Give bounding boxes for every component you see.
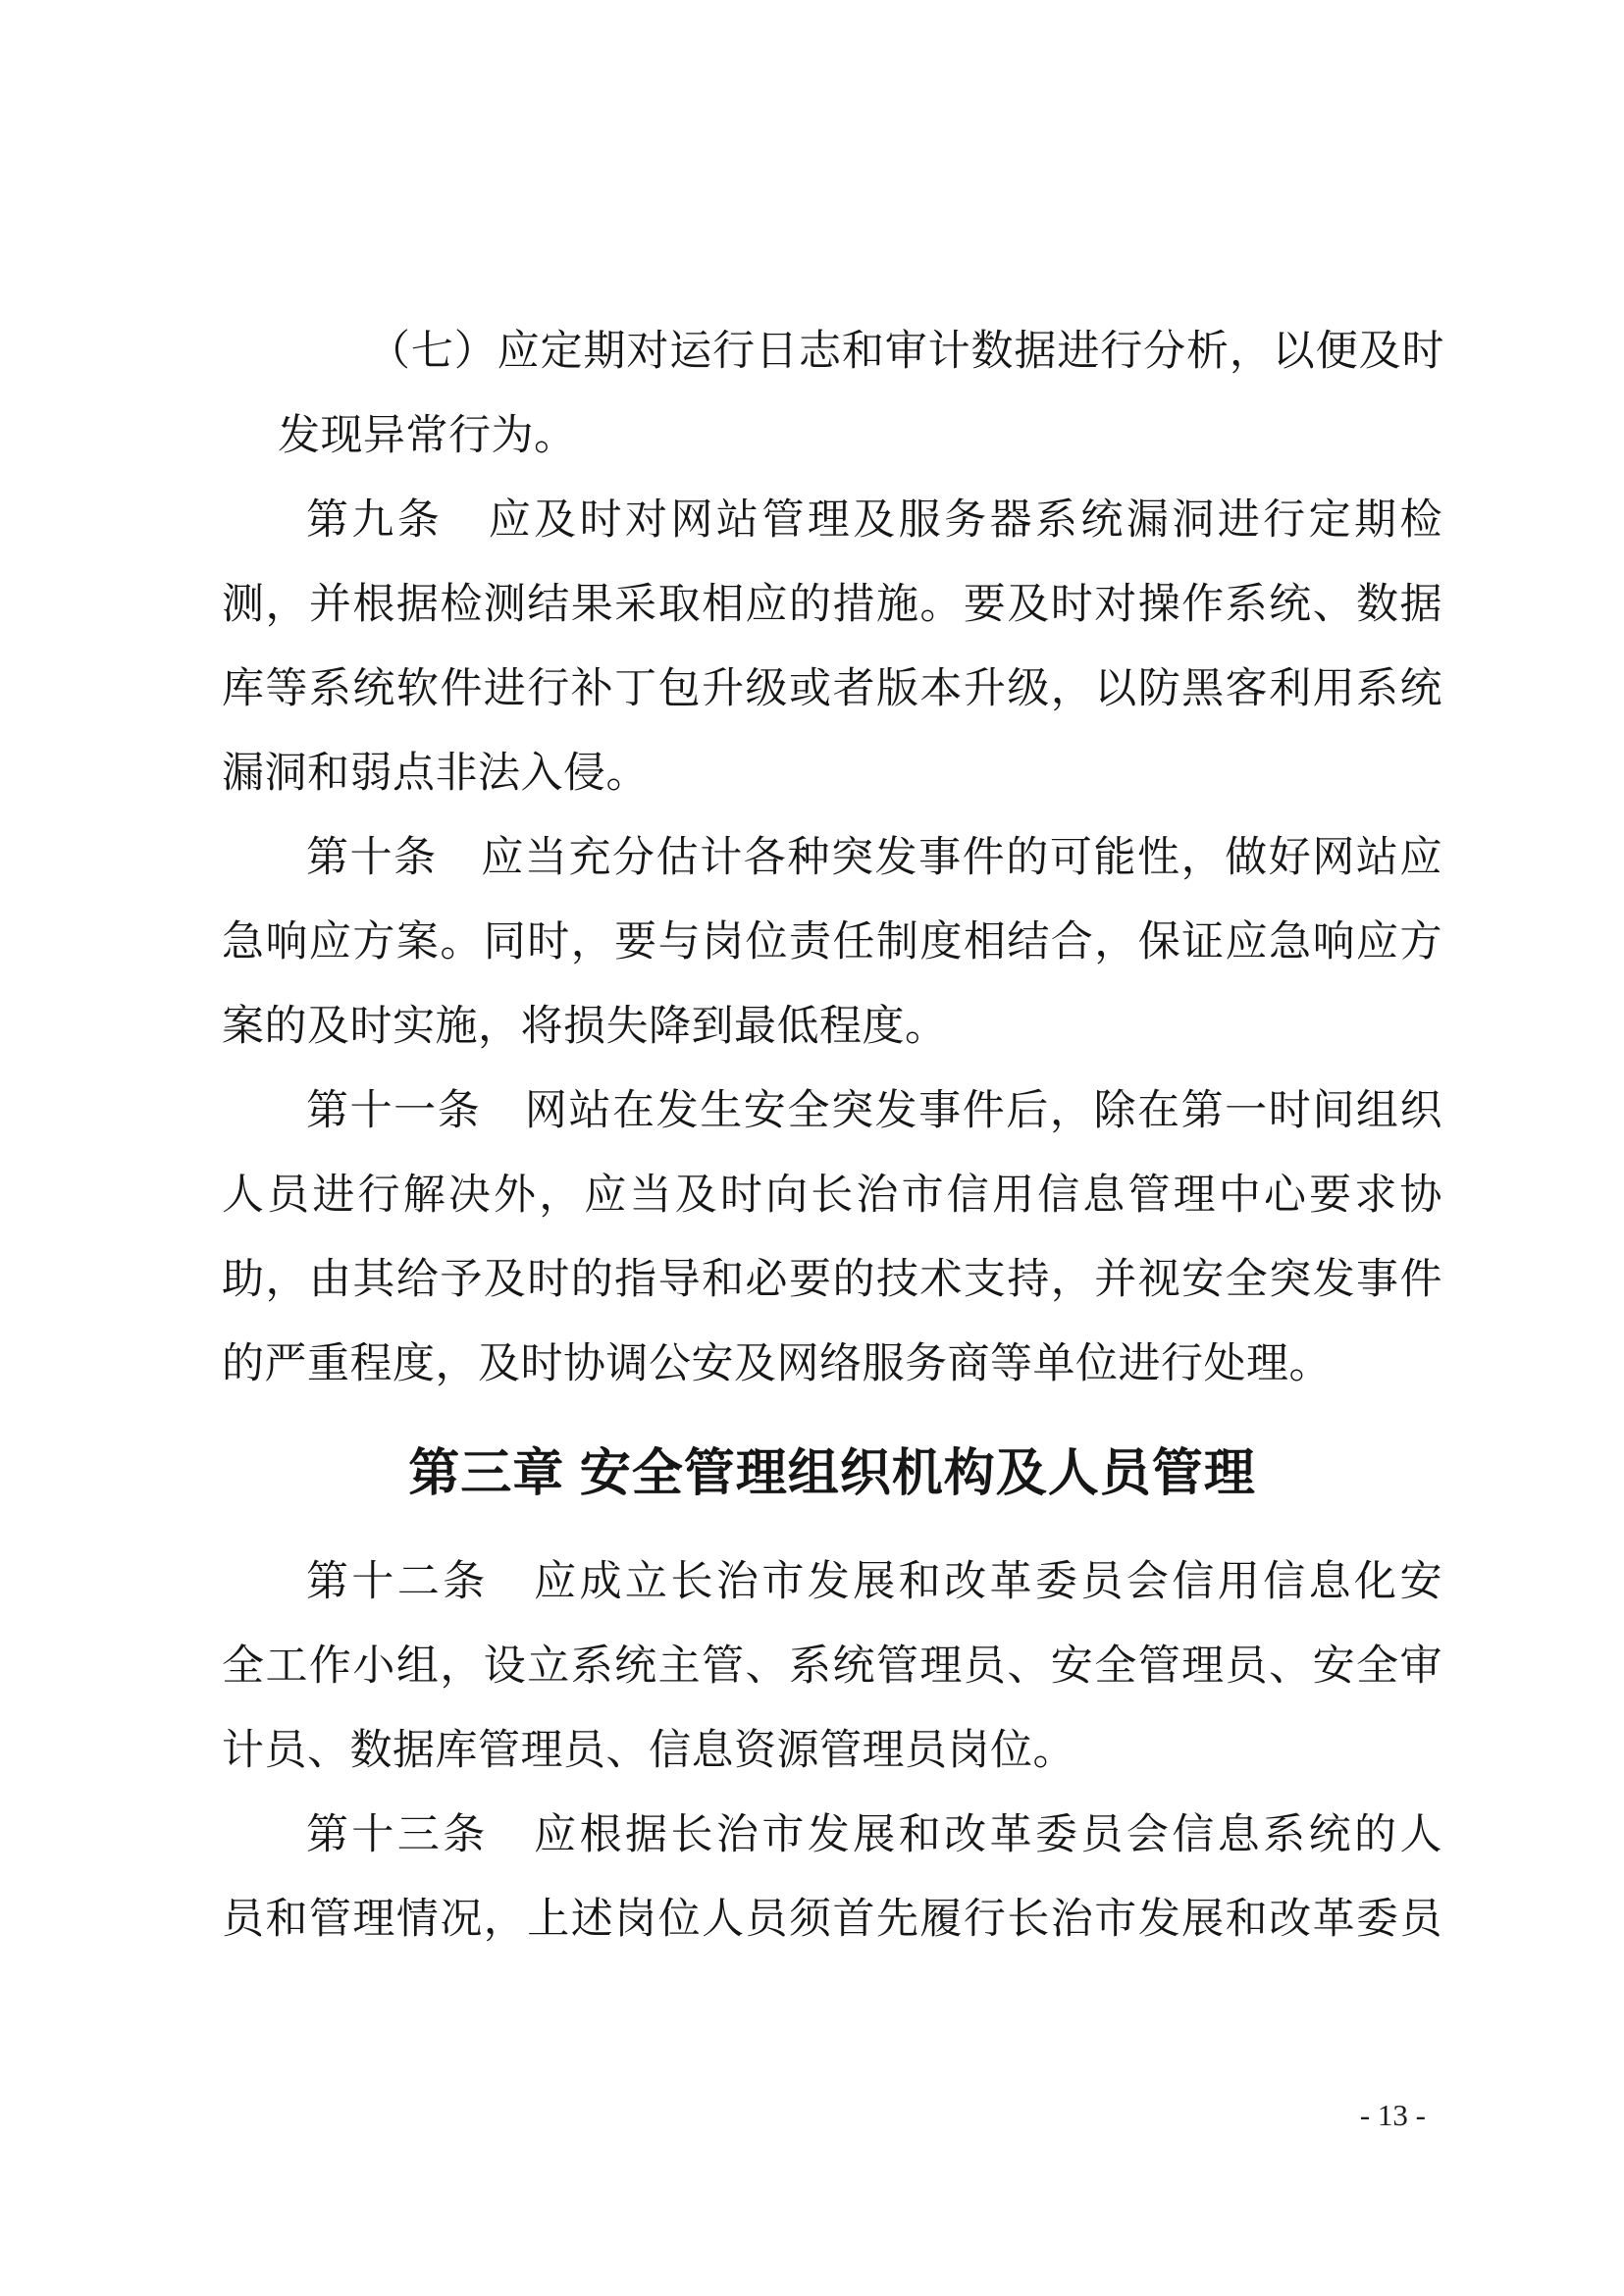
text-line: （七）应定期对运行日志和审计数据进行分析，以便及时 [368, 329, 1442, 375]
text-line: 全工作小组，设立系统主管、系统管理员、安全管理员、安全审 [222, 1644, 1442, 1690]
text-line: 第九条 应及时对网站管理及服务器系统漏洞进行定期检 [306, 497, 1442, 544]
text-line: 测，并根据检测结果采取相应的措施。要及时对操作系统、数据 [222, 582, 1442, 628]
chapter-heading: 第三章 安全管理组织机构及人员管理 [408, 1445, 1256, 1502]
text-line: 发现异常行为。 [278, 413, 577, 459]
text-line: 人员进行解决外，应当及时向长治市信用信息管理中心要求协 [222, 1173, 1442, 1219]
page-number: - 13 - [1359, 2098, 1426, 2132]
text-line: 计员、数据库管理员、信息资源管理员岗位。 [222, 1728, 1075, 1774]
text-line: 第十二条 应成立长治市发展和改革委员会信用信息化安 [306, 1559, 1442, 1605]
text-line: 员和管理情况，上述岗位人员须首先履行长治市发展和改革委员 [222, 1897, 1442, 1943]
text-line: 案的及时实施，将损失降到最低程度。 [222, 1004, 948, 1050]
text-line: 库等系统软件进行补丁包升级或者版本升级，以防黑客利用系统 [222, 666, 1442, 712]
text-line: 急响应方案。同时，要与岗位责任制度相结合，保证应急响应方 [222, 919, 1442, 965]
text-line: 的严重程度，及时协调公安及网络服务商等单位进行处理。 [222, 1341, 1332, 1387]
text-line: 第十条 应当充分估计各种突发事件的可能性，做好网站应 [306, 835, 1442, 881]
text-line: 第十三条 应根据长治市发展和改革委员会信息系统的人 [306, 1812, 1442, 1858]
text-line: 第十一条 网站在发生安全突发事件后，除在第一时间组织 [306, 1088, 1442, 1134]
text-line: 助，由其给予及时的指导和必要的技术支持，并视安全突发事件 [222, 1257, 1442, 1303]
text-line: 漏洞和弱点非法入侵。 [222, 751, 649, 797]
page-content [222, 310, 1442, 1962]
